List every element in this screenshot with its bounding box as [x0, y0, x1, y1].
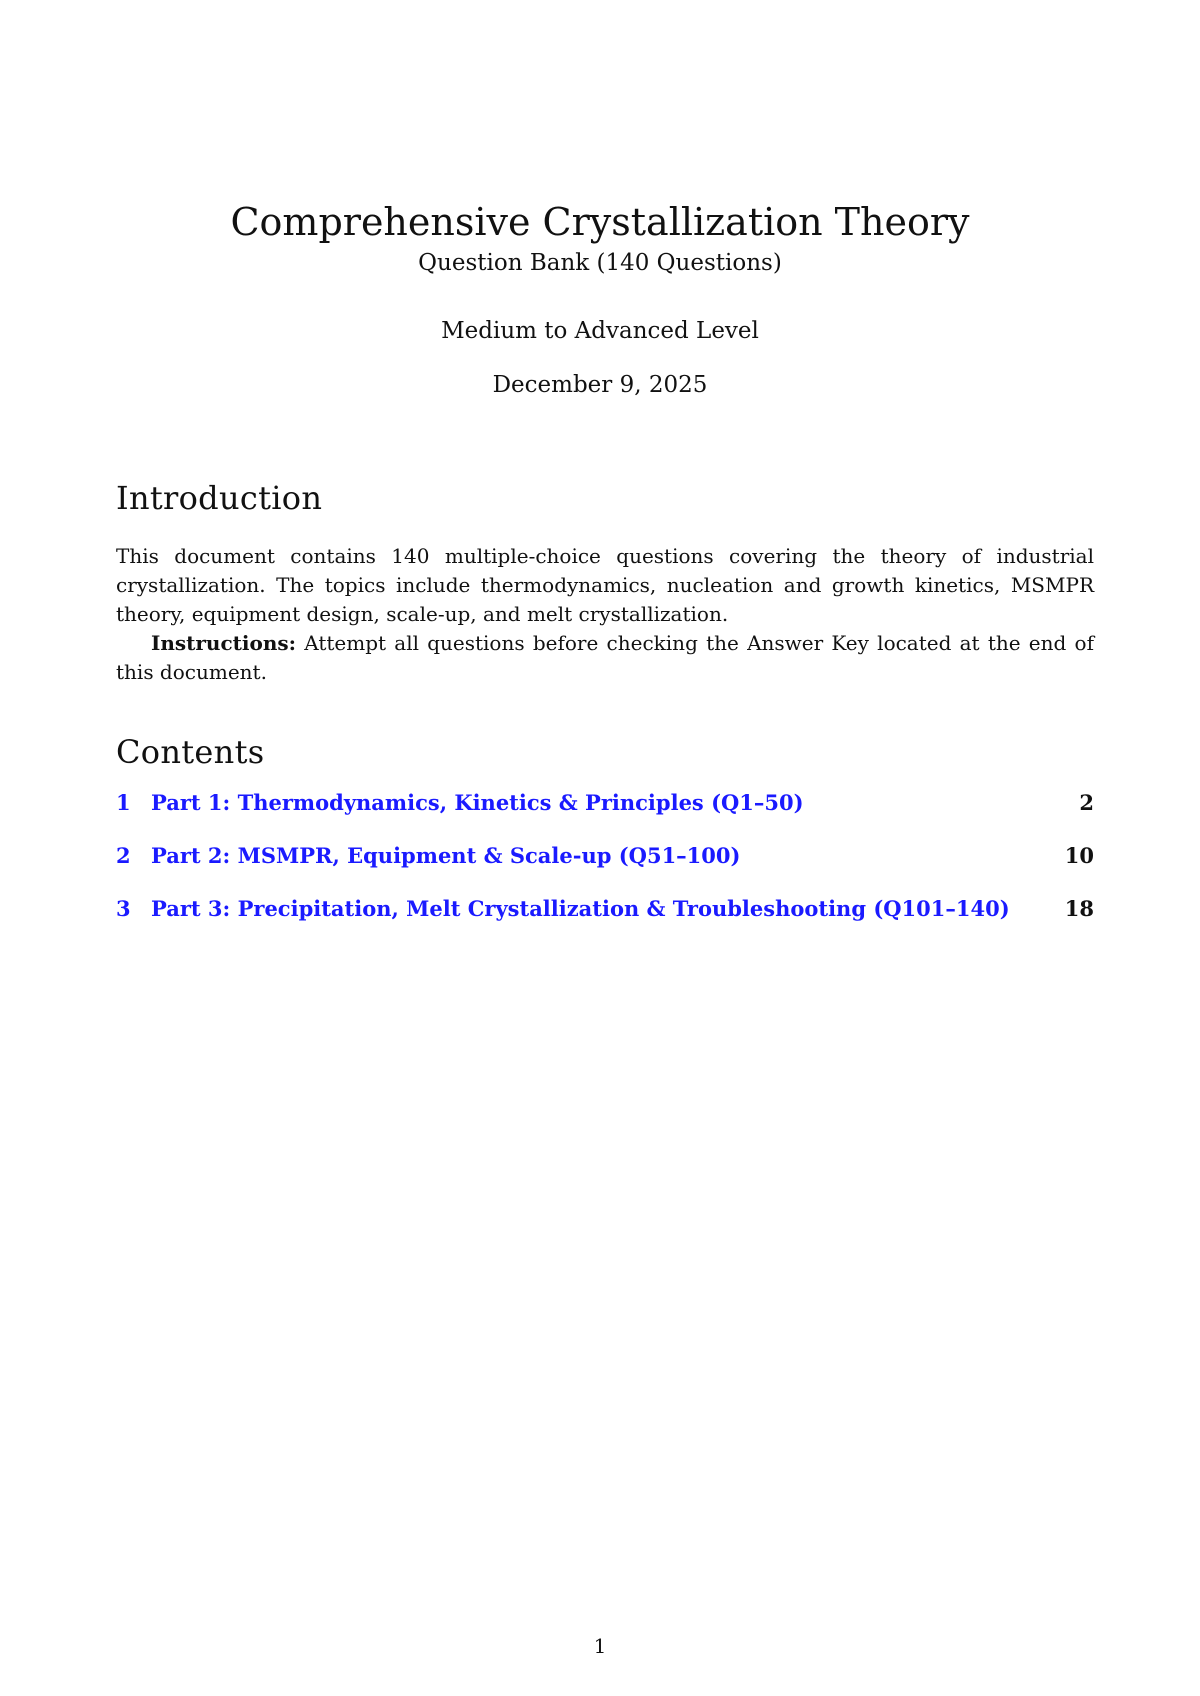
- introduction-body: [116, 542, 1094, 687]
- toc-entry-number: 1: [116, 790, 131, 815]
- contents-heading: Contents: [116, 733, 265, 771]
- toc-entry-page: 2: [1079, 790, 1094, 815]
- document-title: Comprehensive Crystallization Theory: [230, 200, 970, 244]
- toc-entry-part-3[interactable]: [116, 896, 1094, 949]
- toc-entry-number: 3: [116, 896, 131, 921]
- toc-entry-page: 10: [1064, 843, 1094, 868]
- toc-entry-title: Part 3: Precipitation, Melt Crystallization & Troubleshooting (Q101–140): [151, 896, 1010, 921]
- toc-entry-part-1[interactable]: [116, 790, 1094, 843]
- introduction-heading: Introduction: [116, 479, 323, 517]
- document-date: December 9, 2025: [492, 372, 708, 398]
- toc-entry-title: Part 2: MSMPR, Equipment & Scale-up (Q51–100): [151, 843, 741, 868]
- instructions-text: Attempt all questions before checking the Answer Key located at the end of this document.: [116, 631, 1094, 684]
- title-block: [0, 198, 1200, 400]
- toc-entry-page: 18: [1064, 896, 1094, 921]
- page-number: 1: [593, 1634, 607, 1658]
- introduction-paragraph: This document contains 140 multiple-choice questions covering the theory of industrial crystallization. The topics include thermodynamics, nucleation and growth kinetics, MSMPR theory, equipment design, scale-up, and melt crystallization.: [116, 544, 1094, 626]
- document-level: Medium to Advanced Level: [441, 318, 759, 344]
- toc-entry-part-2[interactable]: [116, 843, 1094, 896]
- document-subtitle: Question Bank (140 Questions): [418, 250, 782, 276]
- toc-entry-number: 2: [116, 843, 131, 868]
- toc-entry-title: Part 1: Thermodynamics, Kinetics & Principles (Q1–50): [151, 790, 804, 815]
- instructions-label: Instructions:: [151, 631, 297, 655]
- table-of-contents: [116, 790, 1094, 949]
- instructions-paragraph: [116, 629, 1094, 687]
